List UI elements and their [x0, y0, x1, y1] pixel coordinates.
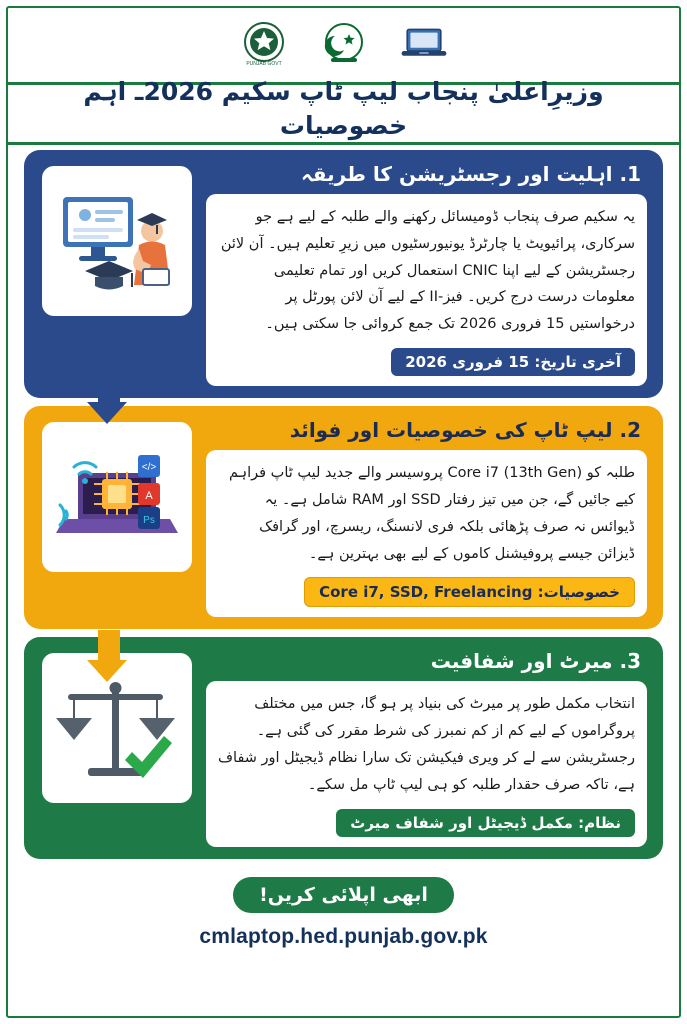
header — [0, 0, 687, 140]
laptop-icon — [400, 18, 448, 68]
features-badge: خصوصیات: Core i7, SSD, Freelancing — [304, 577, 635, 607]
section-heading-merit: 3. میرٹ اور شفافیت — [430, 649, 641, 674]
computer-student-icon — [42, 166, 192, 316]
section-card-eligibility — [24, 150, 663, 398]
section-content-eligibility — [198, 160, 651, 386]
section-body-box-features — [206, 450, 647, 617]
section-card-features — [24, 406, 663, 629]
logo-row — [0, 14, 687, 72]
section-body-box-merit — [206, 681, 647, 846]
deadline-badge: آخری تاریخ: 15 فروری 2026 — [391, 348, 635, 376]
laptop-processor-icon — [42, 422, 192, 572]
section-content-merit — [198, 647, 651, 846]
section-body-features: طلبہ کو Core i7 (13th Gen) پروسیسر والے جدید لیپ ٹاپ فراہم کیے جائیں گے، جن میں تیز رفتار SSD اور RAM شامل ہے۔ یہ ڈیوائس نہ صرف پڑھائی بلکہ فری لانسنگ، ریسرچ، اور گرافک ڈیزائن جیسے پروفیشنل کاموں کے لیے بھی بہترین ہے۔ — [228, 465, 635, 562]
title-bar — [0, 78, 687, 140]
sections-container — [0, 140, 687, 859]
svg-text:A: A — [145, 490, 153, 503]
section-content-features — [198, 416, 651, 617]
portal-url[interactable]: cmlaptop.hed.punjab.gov.pk — [199, 924, 488, 948]
apply-now-button[interactable]: ابھی اپلائی کریں! — [233, 877, 454, 913]
section-heading-eligibility: 1. اہلیت اور رجسٹریشن کا طریقہ — [301, 162, 641, 186]
page-title: وزیرِاعلیٰ پنجاب لیپ ٹاپ سکیم 2026ـ اہم خصوصیات — [83, 77, 604, 140]
svg-text:Ps: Ps — [143, 515, 155, 527]
section-body-box-eligibility — [206, 194, 647, 386]
svg-text:</>: </> — [141, 462, 157, 474]
transparency-badge: نظام: مکمل ڈیجیٹل اور شفاف میرٹ — [336, 809, 635, 837]
svg-text:PUNJAB GOVT: PUNJAB GOVT — [245, 61, 282, 67]
section-body-eligibility: یہ سکیم صرف پنجاب ڈومیسائل رکھنے والے طلبہ کے لیے ہے جو سرکاری، پرائیویٹ یا چارٹرڈ یونیورسٹیوں میں زیرِ تعلیم ہیں۔ آن لائن رجسٹریشن کے لیے اپنا CNIC استعمال کریں اور تمام تعلیمی معلومات درست درج کریں۔ فیز-II کے لیے آن لائن پورٹل پر درخواستیں 15 فروری 2026 تک جمع کروائی جا سکتی ہیں۔ — [220, 209, 635, 333]
section-heading-features: 2. لیپ ٹاپ کی خصوصیات اور فوائد — [289, 418, 641, 443]
punjab-government-emblem-icon — [240, 18, 288, 68]
pakistan-emblem-icon — [320, 18, 368, 68]
footer — [0, 867, 687, 949]
section-body-merit: انتخاب مکمل طور پر میرٹ کی بنیاد پر ہو گا، جس میں مختلف پروگراموں کے لیے کم از کم نمبرز کی شرط مقرر کی گئی ہے۔ رجسٹریشن سے لے کر ویری فیکیشن تک سارا نظام ڈیجیٹل اور شفاف ہے، تاکہ صرف حقدار طلبہ کو ہی لیپ ٹاپ مل سکے۔ — [218, 696, 635, 793]
